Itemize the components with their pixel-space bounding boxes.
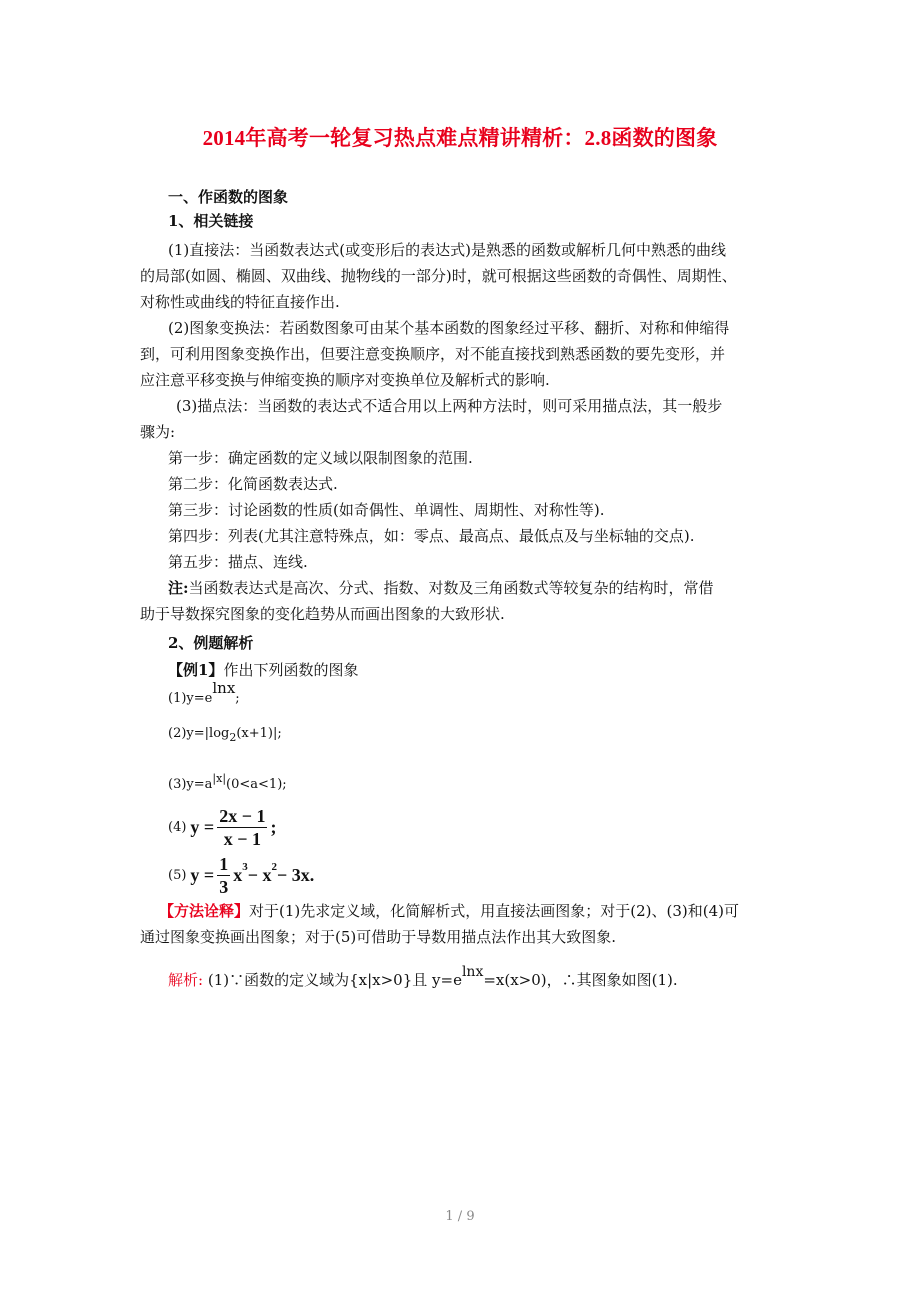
note-line2: 助于导数探究图象的变化趋势从而画出图象的大致形状. [140, 605, 505, 623]
page-title: 2014年高考一轮复习热点难点精讲精析：2.8函数的图象 [202, 126, 718, 150]
sub-heading-examples: 2、例题解析 [168, 634, 254, 652]
method2-line3: 应注意平移变换与伸缩变换的顺序对变换单位及解析式的影响. [140, 371, 550, 389]
page-number: 1 / 9 [445, 1209, 475, 1224]
step-4: 第四步：列表(尤其注意特殊点，如：零点、最高点、最低点及与坐标轴的交点). [168, 527, 695, 545]
fraction-4: $\frac{2x - 1}{x - 1}$ [219, 805, 266, 849]
method3-line1: (3)描点法：当函数的表达式不适合用以上两种方法时，则可采用描点法，其一般步 [176, 397, 723, 415]
item-1: (1)y=elnx; [168, 679, 240, 706]
note-text: 当函数表达式是高次、分式、指数、对数及三角函数式等较复杂的结构时，常借 [188, 579, 714, 597]
method-text: 对于(1)先求定义域，化简解析式，用直接法画图象；对于(2)、(3)和(4)可 [249, 902, 740, 920]
item-3: $(3)y=a^{|x|}(0<a<1)$; [168, 772, 287, 792]
section-heading: 一、作函数的图象 [168, 188, 289, 206]
method2-line2: 到，可利用图象变换作出，但要注意变换顺序，对不能直接找到熟悉函数的要先变形，并 [140, 345, 726, 363]
method1-line1: (1)直接法：当函数表达式(或变形后的表达式)是熟悉的函数或解析几何中熟悉的曲线 [168, 241, 726, 259]
method1-line2: 的局部(如圆、椭圆、双曲线、抛物线的一部分)时，就可根据这些函数的奇偶性、周期性、 [140, 267, 737, 285]
example-label: 【例1】 [168, 661, 224, 679]
item-5: (5) y = $\frac{1}{3}$ x 3 − x 2 − 3x. [168, 853, 315, 897]
item-2: $(2)y=|\log_2(x+1)|$; [168, 726, 282, 744]
method2-line1: (2)图象变换法：若函数图象可由某个基本函数的图象经过平移、翻折、对称和伸缩得 [168, 319, 730, 337]
method3-line2: 骤为: [140, 423, 176, 441]
sub-heading-related-links: 1、相关链接 [168, 212, 254, 230]
step-5: 第五步：描点、连线. [168, 553, 308, 571]
step-3: 第三步：讨论函数的性质(如奇偶性、单调性、周期性、对称性等). [168, 501, 605, 519]
note-line1 [168, 575, 714, 601]
note-label: 注: [168, 579, 189, 597]
method-line2: 通过图象变换画出图象；对于(5)可借助于导数用描点法作出其大致图象. [140, 928, 617, 946]
example-text: 作出下列函数的图象 [223, 661, 359, 679]
step-1: 第一步：确定函数的定义域以限制图象的范围. [168, 449, 473, 467]
fraction-5: $\frac{1}{3}$ [219, 853, 229, 897]
solution-line: 解析: (1)∵函数的定义域为{x|x>0}且 y=elnx=x(x>0)，∴其图象如图(1). [168, 964, 678, 989]
method-label: 【方法诠释】 [159, 902, 250, 920]
example-1-line [168, 657, 358, 683]
step-2: 第二步：化简函数表达式. [168, 475, 338, 493]
solution-label: 解析: [168, 971, 204, 989]
method-line1 [159, 898, 739, 924]
item-4: (4) y = $\frac{2x - 1}{x - 1}$ ; [168, 805, 277, 849]
method1-line3: 对称性或曲线的特征直接作出. [140, 293, 340, 311]
